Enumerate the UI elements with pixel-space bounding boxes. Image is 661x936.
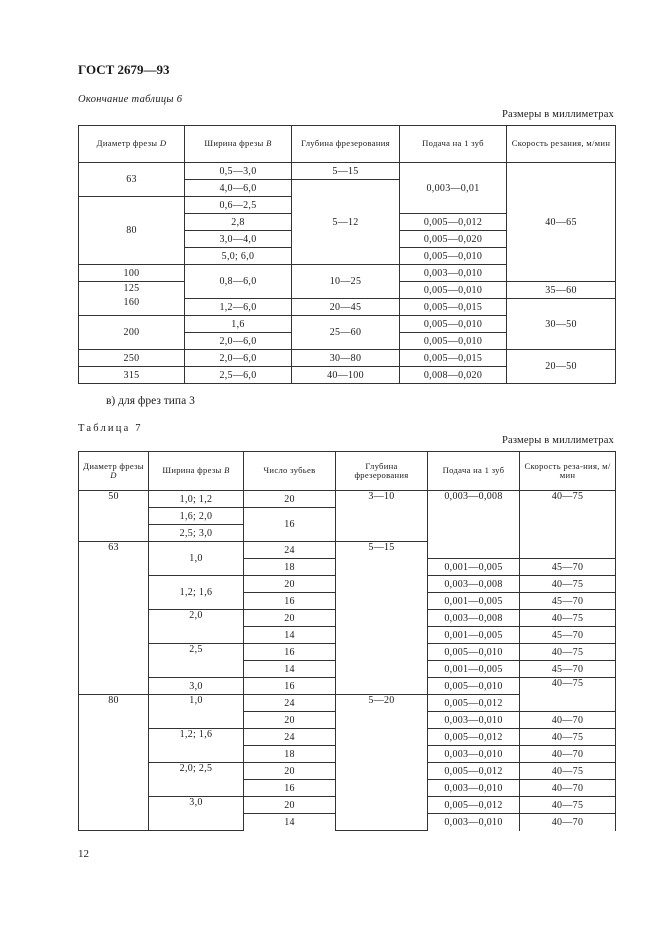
cell-speed: 30—50 [507, 299, 616, 350]
cell-feed: 0,005—0,010 [428, 678, 520, 695]
cell-speed: 40—75 [520, 797, 616, 814]
cell-width: 0,6—2,5 [185, 197, 292, 214]
cell-width: 4,0—6,0 [185, 180, 292, 197]
cell-width: 3,0—4,0 [185, 231, 292, 248]
header-depth: Глубина фрезерования [292, 126, 400, 163]
cell-depth: 20—45 [292, 299, 400, 316]
header-depth: Глубина фрезерования [336, 452, 428, 491]
cell-speed: 40—75 [520, 610, 616, 627]
page-number: 12 [78, 848, 89, 860]
header-feed: Подача на 1 зуб [428, 452, 520, 491]
cell-diameter: 63 [79, 542, 149, 695]
cell-speed: 40—75 [520, 491, 616, 559]
cell-teeth: 20 [244, 610, 336, 627]
cell-teeth: 16 [244, 593, 336, 610]
cell-feed: 0,003—0,010 [428, 746, 520, 763]
cell-teeth: 20 [244, 576, 336, 593]
cell-teeth: 16 [244, 780, 336, 797]
cell-feed: 0,005—0,012 [428, 763, 520, 780]
cell-diameter: 80 [79, 197, 185, 265]
cell-depth: 5—15 [336, 542, 428, 695]
cell-diameter: 63 [79, 163, 185, 197]
cell-feed: 0,005—0,012 [400, 214, 507, 231]
cell-teeth: 18 [244, 746, 336, 763]
table-6 [78, 125, 616, 384]
cell-teeth: 24 [244, 542, 336, 559]
table-row [79, 163, 616, 180]
cell-teeth: 16 [244, 678, 336, 695]
cell-speed: 35—60 [507, 282, 616, 299]
cell-feed: 0,005—0,010 [400, 248, 507, 265]
cell-feed: 0,003—0,010 [400, 265, 507, 282]
table7-units-note: Размеры в миллиметрах [501, 435, 614, 446]
diameter-value: 160 [123, 296, 140, 308]
cell-teeth: 18 [244, 559, 336, 576]
cell-speed: 45—70 [520, 627, 616, 644]
cell-speed: 40—75 [520, 763, 616, 780]
cell-feed: 0,003—0,01 [400, 163, 507, 214]
cell-teeth: 24 [244, 729, 336, 746]
table-row [79, 491, 616, 508]
cell-width: 2,5—6,0 [185, 367, 292, 384]
table6-caption: Окончание таблицы 6 [78, 94, 183, 105]
cell-width: 2,0—6,0 [185, 333, 292, 350]
cell-feed: 0,003—0,008 [428, 610, 520, 627]
cell-width: 1,2—6,0 [185, 299, 292, 316]
cell-feed: 0,005—0,012 [428, 695, 520, 712]
cell-width: 0,8—6,0 [185, 265, 292, 299]
cell-teeth: 20 [244, 712, 336, 729]
table-7 [78, 451, 616, 831]
cell-speed: 45—70 [520, 661, 616, 678]
cell-width: 2,0 [149, 610, 244, 644]
cell-speed: 45—70 [520, 593, 616, 610]
cell-width: 1,6; 2,0 [149, 508, 244, 525]
cell-feed: 0,001—0,005 [428, 559, 520, 576]
cell-width: 5,0; 6,0 [185, 248, 292, 265]
diameter-value: 125 [123, 283, 140, 294]
document-header: ГОСТ 2679—93 [78, 62, 170, 77]
cell-speed: 40—70 [520, 814, 616, 831]
header-speed: Скорость реза-ния, м/мин [520, 452, 616, 491]
section-note: в) для фрез типа 3 [106, 395, 195, 407]
cell-feed: 0,005—0,010 [400, 282, 507, 299]
cell-depth: 5—20 [336, 695, 428, 831]
cell-depth: 25—60 [292, 316, 400, 350]
cell-speed: 40—70 [520, 746, 616, 763]
cell-diameter: 50 [79, 491, 149, 542]
cell-width: 3,0 [149, 678, 244, 695]
cell-teeth: 16 [244, 644, 336, 661]
cell-teeth: 14 [244, 627, 336, 644]
cell-width: 1,0; 1,2 [149, 491, 244, 508]
table7-caption: Таблица 7 [78, 423, 143, 434]
cell-feed: 0,005—0,010 [400, 333, 507, 350]
cell-feed: 0,001—0,005 [428, 593, 520, 610]
cell-feed: 0,005—0,012 [428, 729, 520, 746]
cell-teeth: 14 [244, 814, 336, 831]
cell-depth: 30—80 [292, 350, 400, 367]
cell-depth: 10—25 [292, 265, 400, 299]
cell-speed: 20—50 [507, 350, 616, 384]
cell-speed: 40—75 [520, 644, 616, 661]
cell-speed: 40—75 [520, 678, 616, 712]
header-feed: Подача на 1 зуб [400, 126, 507, 163]
cell-feed: 0,003—0,010 [428, 814, 520, 831]
cell-width: 1,6 [185, 316, 292, 333]
cell-teeth: 20 [244, 491, 336, 508]
cell-feed: 0,005—0,020 [400, 231, 507, 248]
header-width: Ширина фрезы B [185, 126, 292, 163]
cell-depth: 3—10 [336, 491, 428, 542]
cell-feed: 0,005—0,010 [428, 644, 520, 661]
cell-width: 1,2; 1,6 [149, 576, 244, 610]
cell-feed: 0,005—0,015 [400, 299, 507, 316]
cell-diameter: 250 [79, 350, 185, 367]
cell-speed: 40—70 [520, 712, 616, 729]
cell-speed: 40—75 [520, 576, 616, 593]
cell-teeth: 14 [244, 661, 336, 678]
cell-width: 3,0 [149, 797, 244, 831]
cell-width: 2,5; 3,0 [149, 525, 244, 542]
cell-width: 2,0; 2,5 [149, 763, 244, 797]
header-diameter: Диаметр фрезы D [79, 452, 149, 491]
cell-depth: 40—100 [292, 367, 400, 384]
cell-feed: 0,005—0,010 [400, 316, 507, 333]
cell-speed: 40—65 [507, 163, 616, 282]
cell-feed: 0,008—0,020 [400, 367, 507, 384]
cell-depth: 5—15 [292, 163, 400, 180]
cell-teeth: 16 [244, 508, 336, 542]
table-header-row [79, 126, 616, 163]
cell-diameter: 315 [79, 367, 185, 384]
cell-width: 2,0—6,0 [185, 350, 292, 367]
cell-diameter [79, 282, 185, 316]
table-header-row [79, 452, 616, 491]
cell-speed: 40—75 [520, 729, 616, 746]
cell-feed: 0,003—0,008 [428, 491, 520, 559]
cell-feed: 0,003—0,008 [428, 576, 520, 593]
header-speed: Скорость резания, м/мин [507, 126, 616, 163]
cell-feed: 0,003—0,010 [428, 712, 520, 729]
cell-feed: 0,001—0,005 [428, 627, 520, 644]
table6-units-note: Размеры в миллиметрах [501, 109, 614, 120]
cell-width: 2,8 [185, 214, 292, 231]
cell-feed: 0,005—0,015 [400, 350, 507, 367]
cell-diameter: 100 [79, 265, 185, 282]
cell-teeth: 20 [244, 763, 336, 780]
cell-width: 1,0 [149, 542, 244, 576]
cell-feed: 0,003—0,010 [428, 780, 520, 797]
cell-teeth: 24 [244, 695, 336, 712]
header-width: Ширина фрезы B [149, 452, 244, 491]
cell-feed: 0,005—0,012 [428, 797, 520, 814]
cell-width: 0,5—3,0 [185, 163, 292, 180]
header-diameter: Диаметр фрезы D [79, 126, 185, 163]
cell-speed: 45—70 [520, 559, 616, 576]
cell-depth: 5—12 [292, 180, 400, 265]
cell-feed: 0,001—0,005 [428, 661, 520, 678]
cell-width: 1,2; 1,6 [149, 729, 244, 763]
cell-diameter: 200 [79, 316, 185, 350]
cell-width: 1,0 [149, 695, 244, 729]
header-teeth: Число зубьев [244, 452, 336, 491]
cell-diameter: 80 [79, 695, 149, 831]
cell-width: 2,5 [149, 644, 244, 678]
cell-teeth: 20 [244, 797, 336, 814]
cell-speed: 40—70 [520, 780, 616, 797]
table-row [79, 350, 616, 367]
